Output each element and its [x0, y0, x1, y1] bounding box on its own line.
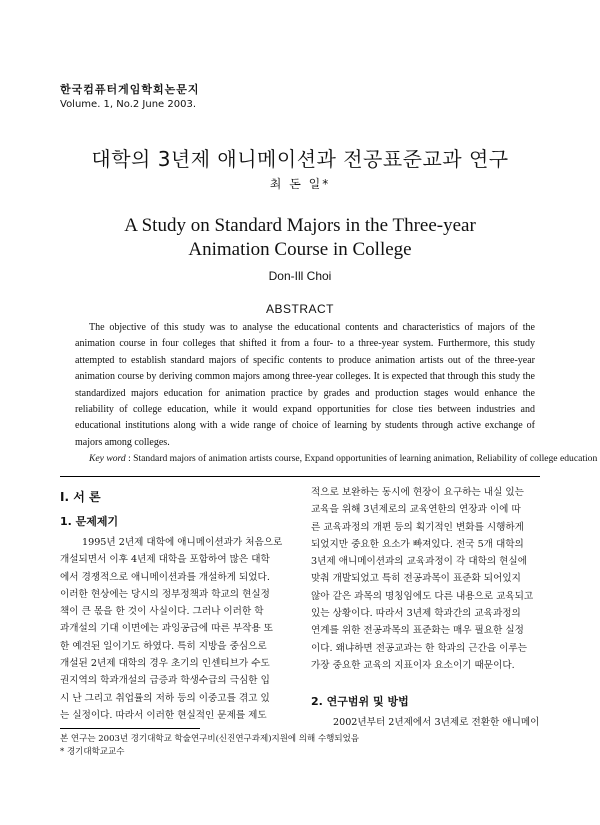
english-title	[0, 214, 600, 262]
journal-name: 한국컴퓨터게임학회논문지	[60, 83, 200, 96]
footnotes	[60, 733, 540, 759]
journal-volume: Volume. 1, No.2 June 2003.	[60, 99, 196, 110]
paragraph-line: 한 예견된 일이기도 하였다. 특히 지방을 중심으로	[60, 640, 267, 652]
paragraph-line: 에서 경쟁적으로 애니메이션과를 개설하게 되었다.	[60, 571, 270, 583]
footnote-affiliation: * 경기대학교교수	[60, 747, 125, 757]
paragraph-line: 않아 같은 과목의 명칭임에도 다른 내용으로 교육되고	[311, 590, 534, 602]
top-divider	[60, 476, 540, 477]
paragraph-line: 이다. 왜냐하면 전공교과는 한 학과의 근간을 이루는	[311, 642, 527, 654]
keywords	[75, 452, 598, 466]
paragraph-line: 적으로 보완하는 동시에 현장이 요구하는 내실 있는	[311, 487, 524, 498]
paragraph-line: 2002년부터 2년제에서 3년제로 전환한 애니메이	[333, 717, 540, 729]
paragraph-line: 맞춰 개발되었고 특히 전공과목이 표준화 되어있지	[311, 573, 521, 585]
paragraph-line: 1995년 2년제 대학에 애니메이션과가 처음으로	[82, 537, 283, 548]
subsection-title-scope: 2. 연구범위 및 방법	[311, 695, 409, 709]
continued-paragraph	[311, 484, 540, 674]
keywords-text: : Standard majors of animation artists course, Expand opportunities of learning animation, Reliability of college education	[125, 453, 598, 464]
journal-header	[60, 82, 200, 112]
paragraph-line: 3년제 애니메이션과의 교육과정이 각 대학의 현실에	[311, 556, 527, 568]
section-title-introduction: Ⅰ. 서 론	[60, 490, 101, 504]
left-column	[60, 484, 293, 724]
paragraph-line: 교육을 위해 3년제로의 교육연한의 연장과 이에 따	[311, 504, 521, 516]
scope-paragraph	[311, 714, 540, 731]
english-title-line-1: A Study on Standard Majors in the Three-year	[124, 215, 476, 236]
subsection-title-problem: 1. 문제제기	[60, 515, 119, 528]
paragraph-line: 권지역의 학과개설의 급증과 학생수급의 극심한 입	[60, 675, 270, 687]
paragraph-line: 책이 큰 몫을 한 것이 사실이다. 그러나 이러한 학	[60, 606, 264, 618]
paragraph-line: 연계를 위한 전공과목의 표준화는 매우 필요한 실정	[311, 625, 524, 637]
abstract-heading: ABSTRACT	[265, 302, 334, 316]
footnote-divider	[60, 728, 200, 729]
abstract-body: The objective of this study was to analyse the educational contents and characteristics of majors of the animation course in four colleges that shifted it from a four- to a three-year system. Furthermore, this study attempted to establish standard majors of specific contents to produce animation artists out of the three-year animation course by deriving common majors among three-year colleges. It is expected that through this study the standardized majors education for animation practice by grades and production stages would enhance the reliability of college education, while it would expand opportunities for close ties between industries and educational institutions along with a wide range of choice of learning by students through active exchange of majors among colleges.	[75, 322, 535, 448]
paragraph-line: 개설되면서 이후 4년제 대학을 포함하여 많은 대학	[60, 554, 270, 566]
paragraph-line: 되었지만 중요한 요소가 빠져있다. 전국 5개 대학의	[311, 538, 524, 550]
footnote-funding: 본 연구는 2003년 경기대학교 학술연구비(신진연구과제)지원에 의해 수행되었음	[60, 734, 360, 744]
paragraph-line: 는 실정이다. 따라서 이러한 현실적인 문제를 제도	[60, 709, 267, 721]
paragraph-line: 있는 상황이다. 따라서 3년제 학과간의 교육과정의	[311, 608, 521, 620]
paragraph-line: 가장 중요한 교육의 지표이자 요소이기 때문이다.	[311, 659, 515, 671]
keywords-label: Key word	[89, 453, 126, 464]
korean-author: 최 돈 일*	[269, 177, 331, 191]
english-author: Don-Ill Choi	[268, 269, 332, 283]
paragraph-line: 이러한 현상에는 당시의 정부정책과 학교의 현실정	[60, 588, 270, 600]
english-title-line-2: Animation Course in College	[188, 239, 412, 260]
right-column	[311, 484, 540, 732]
intro-paragraph	[60, 534, 293, 724]
paragraph-line: 시 난 그리고 취업률의 저하 등의 이중고를 겪고 있	[60, 692, 270, 704]
paragraph-line: 개설된 2년제 대학의 경우 초기의 인센티브가 수도	[60, 658, 270, 670]
korean-title: 대학의 3년제 애니메이션과 전공표준교과 연구	[91, 147, 509, 171]
paragraph-line: 른 교육과정의 개편 등의 획기적인 변화를 시행하게	[311, 521, 524, 533]
paragraph-line: 과개설의 기대 이면에는 과잉공급에 따른 부작용 또	[60, 623, 273, 635]
